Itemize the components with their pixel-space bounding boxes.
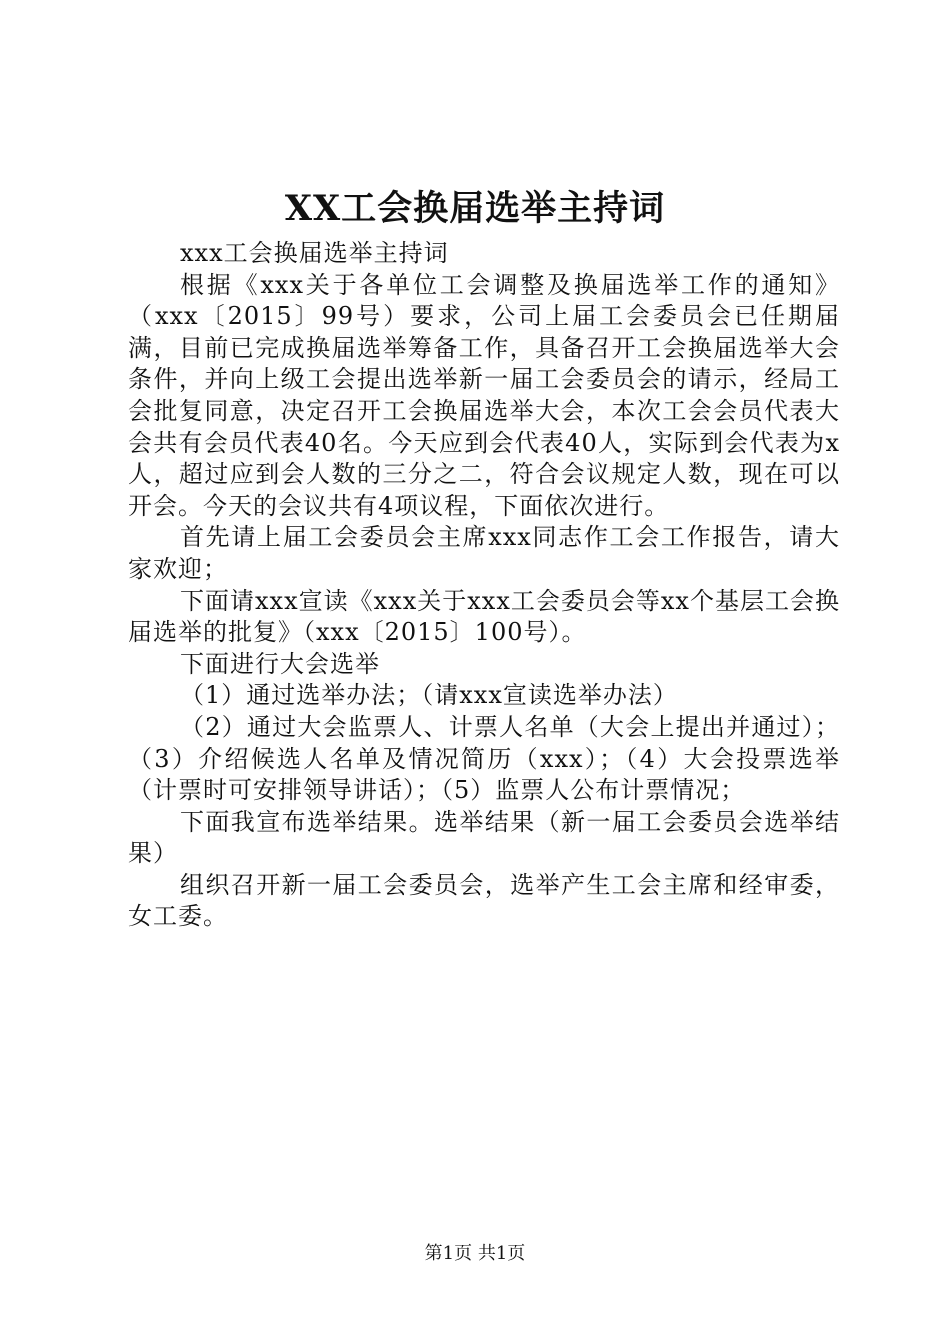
- paragraph-steps-2-5: （2）通过大会监票人、计票人名单（大会上提出并通过）；（3）介绍候选人名单及情况简历（xxx）；（4）大会投票选举（计票时可安排领导讲话）；（5）监票人公布计票情况；: [128, 712, 840, 805]
- paragraph-new-committee: 组织召开新一届工会委员会，选举产生工会主席和经审委，女工委。: [128, 870, 840, 931]
- paragraph-results: 下面我宣布选举结果。选举结果（新一届工会委员会选举结果）: [128, 807, 840, 868]
- page-footer: 第1页 共1页: [424, 1243, 526, 1264]
- paragraph-approval: 下面请xxx宣读《xxx关于xxx工会委员会等xx个基层工会换届选举的批复》（xxx〔2015〕100号）。: [128, 586, 840, 647]
- paragraph-step-1: （1）通过选举办法；（请xxx宣读选举办法）: [180, 681, 678, 710]
- document-body: [128, 238, 840, 933]
- paragraph-intro: 根据《xxx关于各单位工会调整及换届选举工作的通知》（xxx〔2015〕99号）要求，公司上届工会委员会已任期届满，目前已完成换届选举筹备工作，具备召开工会换届选举大会条件，并向上级工会提出选举新一届工会委员会的请示，经局工会批复同意，决定召开工会换届选举大会，本次工会会员代表大会共有会员代表40名。今天应到会代表40人，实际到会代表为x人，超过应到会人数的三分之二，符合会议规定人数，现在可以开会。今天的会议共有4项议程，下面依次进行。: [128, 270, 840, 520]
- paragraph-election-start: 下面进行大会选举: [180, 649, 380, 678]
- page-title: XX工会换届选举主持词: [284, 188, 666, 229]
- paragraph-report: 首先请上届工会委员会主席xxx同志作工会工作报告，请大家欢迎；: [128, 523, 840, 583]
- paragraph-subtitle: xxx工会换届选举主持词: [180, 239, 449, 267]
